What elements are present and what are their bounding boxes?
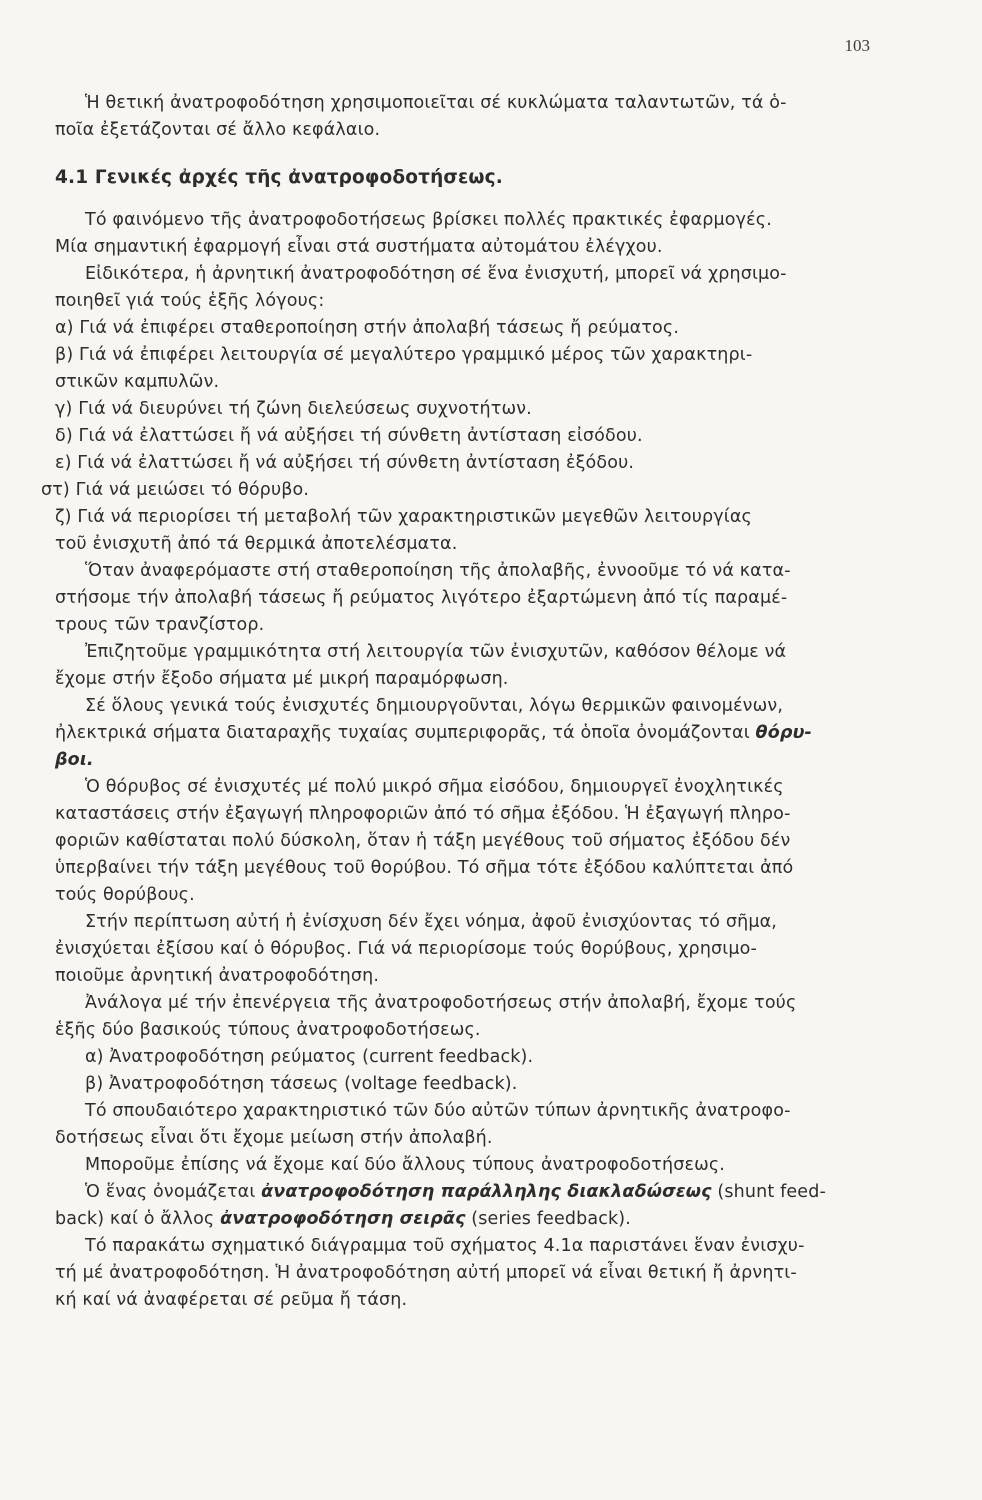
text-line: [55, 1287, 895, 1314]
text-line: [55, 288, 895, 315]
text-run: φοριῶν καθίσταται πολύ δύσκολη, ὅταν ἡ τάξη μεγέθους τοῦ σήματος ἐξόδου δέν: [55, 831, 791, 851]
text-line: [55, 1017, 895, 1044]
text-run: ποιηθεῖ γιά τούς ἑξῆς λόγους:: [55, 291, 325, 311]
text-line: [55, 1044, 895, 1071]
text-line: [55, 828, 895, 855]
section-heading: [55, 164, 895, 191]
text-line: [55, 1152, 895, 1179]
text-run: Ἐπιζητοῦμε γραμμικότητα στή λειτουργία τῶν ἐνισχυτῶν, καθόσον θέλομε νά: [85, 642, 787, 662]
text-line: [55, 423, 895, 450]
emphasized-term: ἀνατροφοδότηση σειρᾶς: [220, 1209, 466, 1229]
emphasized-term: θόρυ-: [755, 723, 812, 743]
text-run: α) Γιά νά ἐπιφέρει σταθεροποίηση στήν ἀπολαβή τάσεως ἤ ρεύματος.: [55, 318, 680, 338]
text-run: καταστάσεις στήν ἐξαγωγή πληροφοριῶν ἀπό τό σῆμα ἐξόδου. Ἡ ἐξαγωγή πληρο-: [55, 804, 791, 824]
text-run: ὑπερβαίνει τήν τάξη μεγέθους τοῦ θορύβου. Τό σῆμα τότε ἐξόδου καλύπτεται ἀπό: [55, 858, 794, 878]
text-line: [55, 963, 895, 990]
text-line: [55, 90, 895, 117]
text-line: [55, 639, 895, 666]
text-run: τή μέ ἀνατροφοδότηση. Ἡ ἀνατροφοδότηση αὐτή μπορεῖ νά εἶναι θετική ἤ ἀρνητι-: [55, 1263, 797, 1283]
text-line: [55, 1233, 895, 1260]
text-line: [55, 1260, 895, 1287]
text-line: [55, 1206, 895, 1233]
text-line: [55, 504, 895, 531]
text-run: Ὁ ἕνας ὀνομάζεται: [85, 1182, 262, 1202]
text-line: [55, 531, 895, 558]
text-line: [55, 774, 895, 801]
text-line: [55, 1125, 895, 1152]
text-line: [55, 342, 895, 369]
text-line: [55, 747, 895, 774]
text-run: Ἀνάλογα μέ τήν ἐπενέργεια τῆς ἀνατροφοδοτήσεως στήν ἀπολαβή, ἔχομε τούς: [85, 993, 797, 1013]
text-line: [55, 801, 895, 828]
text-run: ἔχομε στήν ἔξοδο σήματα μέ μικρή παραμόρφωση.: [55, 669, 509, 689]
text-line: [55, 936, 895, 963]
text-line: [55, 558, 895, 585]
text-run: Τό φαινόμενο τῆς ἀνατροφοδοτήσεως βρίσκει πολλές πρακτικές ἐφαρμογές.: [85, 210, 772, 230]
text-line: [55, 117, 895, 144]
emphasized-term: ἀνατροφοδότηση παράλληλης διακλαδώσεως: [261, 1182, 712, 1202]
text-run: τούς θορύβους.: [55, 885, 195, 905]
text-run: στήσομε τήν ἀπολαβή τάσεως ἤ ρεύματος λιγότερο ἐξαρτώμενη ἀπό τίς παραμέ-: [55, 588, 788, 608]
text-run: στικῶν καμπυλῶν.: [55, 372, 220, 392]
text-run: (shunt feed-: [711, 1182, 826, 1202]
text-run: δοτήσεως εἶναι ὅτι ἔχομε μείωση στήν ἀπολαβή.: [55, 1128, 493, 1148]
text-run: κή καί νά ἀναφέρεται σέ ρεῦμα ἤ τάση.: [55, 1290, 408, 1310]
text-line: [55, 369, 895, 396]
text-run: ἑξῆς δύο βασικούς τύπους ἀνατροφοδοτήσεως.: [55, 1020, 481, 1040]
text-line: [55, 1071, 895, 1098]
text-run: τρους τῶν τρανζίστορ.: [55, 615, 265, 635]
text-run: ζ) Γιά νά περιορίσει τή μεταβολή τῶν χαρακτηριστικῶν μεγεθῶν λειτουργίας: [55, 507, 752, 527]
text-run: ε) Γιά νά ἐλαττώσει ἤ νά αὐξήσει τή σύνθετη ἀντίσταση ἐξόδου.: [55, 453, 635, 473]
text-run: Μποροῦμε ἐπίσης νά ἔχομε καί δύο ἄλλους τύπους ἀνατροφοδοτήσεως.: [85, 1155, 726, 1175]
text-line: [55, 396, 895, 423]
text-run: ἐνισχύεται ἐξίσου καί ὁ θόρυβος. Γιά νά περιορίσομε τούς θορύβους, χρησιμο-: [55, 939, 757, 959]
text-run: Σέ ὅλους γενικά τούς ἐνισχυτές δημιουργοῦνται, λόγω θερμικῶν φαινομένων,: [85, 696, 784, 716]
text-run: α) Ἀνατροφοδότηση ρεύματος (current feedback).: [85, 1047, 534, 1067]
text-run: δ) Γιά νά ἐλαττώσει ἤ νά αὐξήσει τή σύνθετη ἀντίσταση εἰσόδου.: [55, 426, 643, 446]
text-line: [55, 1098, 895, 1125]
text-run: Τό σπουδαιότερο χαρακτηριστικό τῶν δύο αὐτῶν τύπων ἀρνητικῆς ἀνατροφο-: [85, 1101, 791, 1121]
text-run: Στήν περίπτωση αὐτή ἡ ἐνίσχυση δέν ἔχει νόημα, ἀφοῦ ἐνισχύοντας τό σῆμα,: [85, 912, 778, 932]
text-run: στ) Γιά νά μειώσει τό θόρυβο.: [41, 480, 310, 500]
text-line: [55, 207, 895, 234]
text-run: Ἡ θετική ἀνατροφοδότηση χρησιμοποιεῖται σέ κυκλώματα ταλαντωτῶν, τά ὁ-: [85, 93, 787, 113]
text-run: Εἰδικότερα, ἡ ἀρνητική ἀνατροφοδότηση σέ ἕνα ἐνισχυτή, μπορεῖ νά χρησιμο-: [85, 264, 787, 284]
text-run: back) καί ὁ ἄλλος: [55, 1209, 221, 1229]
emphasized-term: βοι.: [55, 750, 94, 770]
text-line: [55, 1179, 895, 1206]
text-run: 4.1 Γενικές ἀρχές τῆς ἀνατροφοδοτήσεως.: [55, 167, 503, 188]
text-line: [55, 612, 895, 639]
text-run: τοῦ ἐνισχυτῆ ἀπό τά θερμικά ἀποτελέσματα.: [55, 534, 458, 554]
text-line: [55, 909, 895, 936]
text-run: β) Ἀνατροφοδότηση τάσεως (voltage feedback).: [85, 1074, 518, 1094]
text-line: [55, 585, 895, 612]
text-line: [55, 990, 895, 1017]
text-line: [55, 693, 895, 720]
text-run: Ὅταν ἀναφερόμαστε στή σταθεροποίηση τῆς ἀπολαβῆς, ἐννοοῦμε τό νά κατα-: [85, 561, 791, 581]
text-run: ἠλεκτρικά σήματα διαταραχῆς τυχαίας συμπεριφορᾶς, τά ὁποῖα ὀνομάζονται: [55, 723, 756, 743]
text-line: [55, 315, 895, 342]
text-line: [55, 882, 895, 909]
text-run: Μία σημαντική ἐφαρμογή εἶναι στά συστήματα αὐτομάτου ἐλέγχου.: [55, 237, 663, 257]
text-run: ποῖα ἐξετάζονται σέ ἄλλο κεφάλαιο.: [55, 120, 381, 140]
text-run: γ) Γιά νά διευρύνει τή ζώνη διελεύσεως συχνοτήτων.: [55, 399, 532, 419]
page-number: 103: [844, 36, 870, 55]
text-line: [41, 477, 895, 504]
text-run: Ὁ θόρυβος σέ ἐνισχυτές μέ πολύ μικρό σῆμα εἰσόδου, δημιουργεῖ ἐνοχλητικές: [85, 777, 784, 797]
text-line: [55, 450, 895, 477]
text-run: ποιοῦμε ἀρνητική ἀνατροφοδότηση.: [55, 966, 380, 986]
text-line: [55, 855, 895, 882]
text-line: [55, 234, 895, 261]
text-run: (series feedback).: [465, 1209, 632, 1229]
body-text: [41, 90, 895, 1314]
text-line: [55, 666, 895, 693]
text-run: Τό παρακάτω σχηματικό διάγραμμα τοῦ σχήματος 4.1α παριστάνει ἕναν ἐνισχυ-: [85, 1236, 805, 1256]
text-line: [55, 720, 895, 747]
text-line: [55, 261, 895, 288]
text-run: β) Γιά νά ἐπιφέρει λειτουργία σέ μεγαλύτερο γραμμικό μέρος τῶν χαρακτηρι-: [55, 345, 753, 365]
